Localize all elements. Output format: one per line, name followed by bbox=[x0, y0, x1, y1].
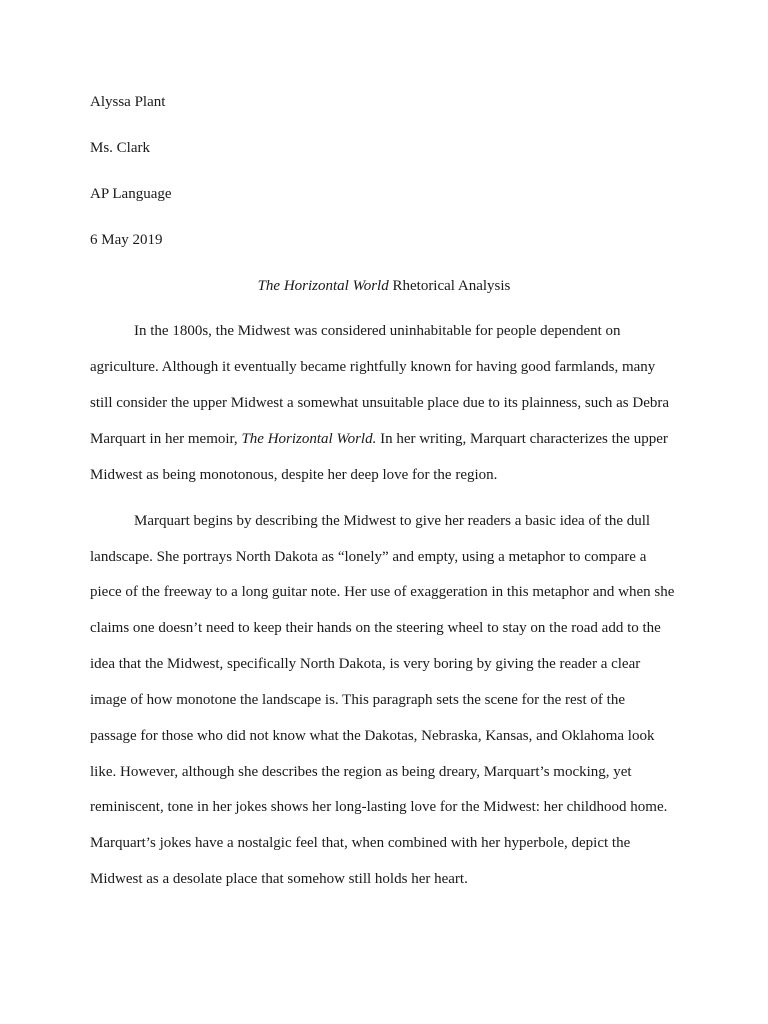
paragraph2-line: like. However, although she describes the region as being dreary, Marquart’s mocking, yet bbox=[90, 764, 632, 780]
teacher-name: Ms. Clark bbox=[90, 140, 150, 156]
paragraph2-line: piece of the freeway to a long guitar note. Her use of exaggeration in this metaphor and when she bbox=[90, 584, 675, 600]
student-name: Alyssa Plant bbox=[90, 94, 166, 110]
line-text: Marquart in her memoir, bbox=[90, 431, 242, 447]
paragraph1-line: In the 1800s, the Midwest was considered uninhabitable for people dependent on bbox=[134, 323, 621, 339]
paragraph1-line: still consider the upper Midwest a somewhat unsuitable place due to its plainness, such as Debra bbox=[90, 395, 670, 411]
essay-title bbox=[0, 277, 768, 295]
paragraph2-line: Marquart begins by describing the Midwest to give her readers a basic idea of the dull bbox=[134, 513, 651, 529]
paragraph2-line: landscape. She portrays North Dakota as “lonely” and empty, using a metaphor to compare a bbox=[90, 549, 647, 565]
paragraph1-line: Midwest as being monotonous, despite her deep love for the region. bbox=[90, 467, 498, 483]
paragraph2-line: image of how monotone the landscape is. This paragraph sets the scene for the rest of the bbox=[90, 692, 625, 708]
paragraph2-line: claims one doesn’t need to keep their hands on the steering wheel to stay on the road add to the bbox=[90, 620, 661, 636]
paragraph2-line: reminiscent, tone in her jokes shows her long-lasting love for the Midwest: her childhood home. bbox=[90, 799, 668, 815]
paragraph2-line: Midwest as a desolate place that somehow still holds her heart. bbox=[90, 871, 468, 887]
line-text: In her writing, Marquart characterizes the upper bbox=[376, 431, 668, 447]
course-name: AP Language bbox=[90, 186, 172, 202]
title-italic: The Horizontal World bbox=[257, 278, 389, 294]
paragraph2-line: Marquart’s jokes have a nostalgic feel that, when combined with her hyperbole, depict the bbox=[90, 835, 631, 851]
book-title: The Horizontal World. bbox=[241, 431, 377, 447]
paragraph1-line bbox=[90, 430, 668, 448]
paragraph1-line: agriculture. Although it eventually became rightfully known for having good farmlands, many bbox=[90, 359, 656, 375]
paragraph2-line: idea that the Midwest, specifically North Dakota, is very boring by giving the reader a clear bbox=[90, 656, 641, 672]
paragraph2-line: passage for those who did not know what the Dakotas, Nebraska, Kansas, and Oklahoma look bbox=[90, 728, 655, 744]
date: 6 May 2019 bbox=[90, 232, 163, 248]
title-rest: Rhetorical Analysis bbox=[388, 278, 511, 294]
